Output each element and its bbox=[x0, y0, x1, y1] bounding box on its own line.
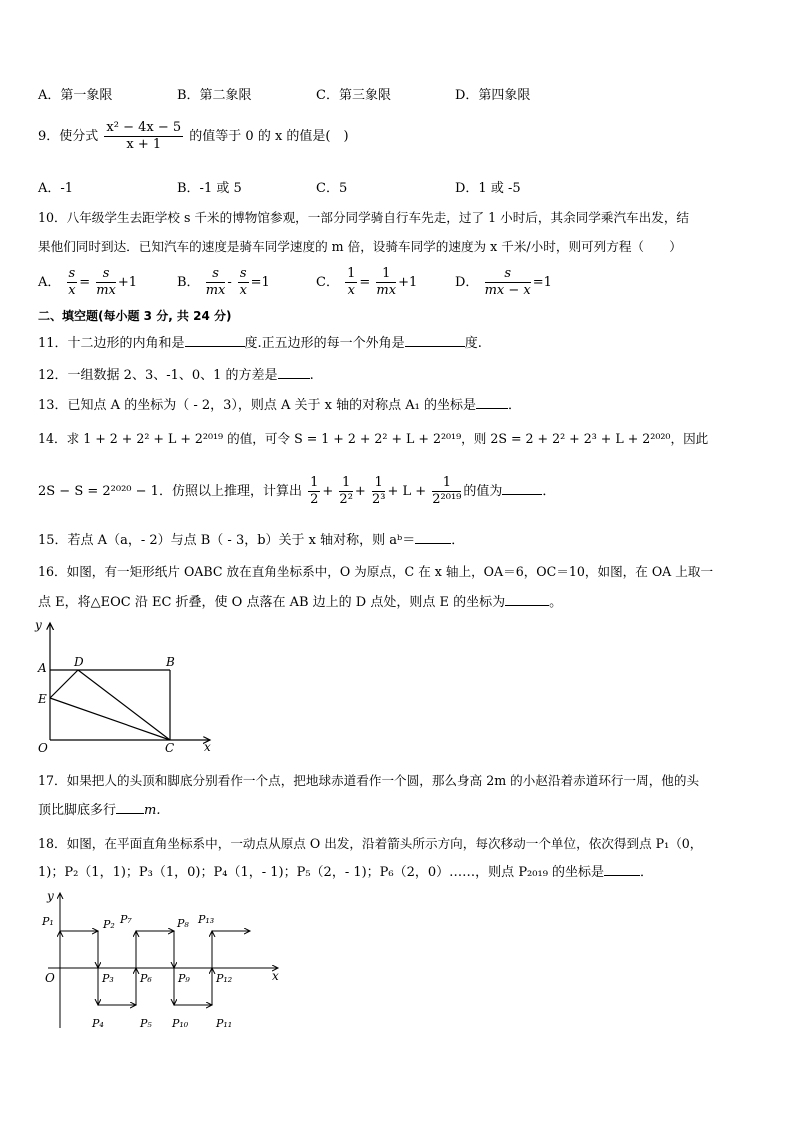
q18-point-label: P₂ bbox=[103, 918, 115, 931]
q13-text-a: 13．已知点 A 的坐标为（ - 2，3），则点 A 关于 x 轴的对称点 A₁ 的坐标是 bbox=[38, 398, 477, 413]
q14-text-a: 2S − S = 2²⁰²⁰ − 1．仿照以上推理，计算出 bbox=[38, 484, 302, 499]
q10d-num-1: s bbox=[485, 266, 531, 283]
question-15 bbox=[38, 531, 464, 550]
q10a-den-2: mx bbox=[96, 283, 116, 298]
q16-segment-EC bbox=[50, 698, 170, 740]
q10-line-2: 果他们同时到达．已知汽车的速度是骑车同学速度的 m 倍，设骑车同学的速度为 x 千米/小时，则可列方程（ ） bbox=[38, 239, 682, 254]
q11-blank-1[interactable] bbox=[185, 334, 245, 347]
q10d-tail: =1 bbox=[532, 275, 552, 290]
q18-point-label: P₁₀ bbox=[172, 1017, 189, 1030]
q14-frac4-num: 1 bbox=[432, 475, 461, 492]
q14-plus-2: + bbox=[354, 484, 366, 499]
q17-line-2 bbox=[38, 801, 160, 820]
q9-option-c: C．5 bbox=[316, 181, 348, 196]
q13-blank[interactable] bbox=[476, 396, 508, 409]
q8-option-c: C．第三象限 bbox=[316, 88, 391, 103]
q17-line-1: 17．如果把人的头顶和脚底分别看作一个点，把地球赤道看作一个圆，那么身高 2m 的小赵沿着赤道环行一周，他的头 bbox=[38, 773, 700, 788]
q16-label-B: B bbox=[166, 655, 175, 669]
q10d-den-1: mx − x bbox=[484, 283, 531, 298]
q18-point-label: P₄ bbox=[92, 1017, 104, 1030]
q16-label-E: E bbox=[38, 692, 47, 706]
q10a-tail: +1 bbox=[117, 275, 138, 290]
q18-point-label: P₁ bbox=[42, 915, 54, 928]
q10-option-b-label: B． bbox=[177, 275, 200, 290]
q18-line-2 bbox=[38, 863, 653, 882]
q18-blank[interactable] bbox=[604, 863, 640, 876]
q16-label-C: C bbox=[165, 741, 175, 755]
q16-figure bbox=[30, 615, 230, 755]
q14-frac3-den: 2³ bbox=[371, 492, 386, 507]
q14-frac2-den: 2² bbox=[339, 492, 353, 507]
section-2-heading: 二、填空题(每小题 3 分, 共 24 分) bbox=[38, 309, 232, 323]
q18-point-label: P₆ bbox=[140, 972, 152, 985]
q14-frac3-num: 1 bbox=[372, 475, 385, 492]
q10a-den-1: x bbox=[68, 283, 76, 298]
q14-frac2-num: 1 bbox=[339, 475, 352, 492]
q16-blank[interactable] bbox=[505, 593, 549, 606]
q10a-num-1: s bbox=[68, 266, 76, 281]
q16-line-1: 16．如图，有一矩形纸片 OABC 放在直角坐标系中，O 为原点，C 在 x 轴上，OA＝6，OC＝10，如图，在 OA 上取一 bbox=[38, 564, 714, 579]
q18-point-label: P₁₂ bbox=[216, 972, 233, 985]
q9-numerator: x² − 4x − 5 bbox=[106, 120, 182, 135]
q11-blank-2[interactable] bbox=[405, 334, 465, 347]
q14-plus-1: + bbox=[322, 484, 334, 499]
q12-blank[interactable] bbox=[278, 366, 310, 379]
q9-option-a: A．-1 bbox=[38, 181, 74, 196]
q17-text-a: 顶比脚底多行 bbox=[38, 803, 117, 818]
q9-suffix: 的值等于 0 的 x 的值是( ) bbox=[189, 129, 349, 144]
q14-frac1-den: 2 bbox=[310, 492, 319, 507]
q18-label-x: x bbox=[272, 969, 279, 983]
q9-prefix: 9．使分式 bbox=[38, 129, 99, 144]
q18-text-b: ． bbox=[640, 865, 654, 880]
q16-label-y: y bbox=[35, 618, 42, 632]
q8-option-d: D．第四象限 bbox=[455, 88, 531, 103]
q11-text-b: 度.正五边形的每一个外角是 bbox=[244, 336, 405, 351]
q10-line-1: 10．八年级学生去距学校 s 千米的博物馆参观，一部分同学骑自行车先走，过了 1 小时后，其余同学乘汽车出发，结 bbox=[38, 210, 690, 225]
q8-option-a: A．第一象限 bbox=[38, 88, 113, 103]
q16-segment-ED bbox=[50, 670, 78, 698]
q10-option-a: A． $\frac{s}{x}$ = $\frac{s}{mx}$ +1 bbox=[38, 266, 138, 298]
q18-point-label: P₈ bbox=[177, 917, 189, 930]
q12-text-a: 12．一组数据 2、3、-1、0、1 的方差是 bbox=[38, 368, 278, 383]
q10c-tail: +1 bbox=[398, 275, 418, 290]
q17-blank[interactable] bbox=[116, 801, 144, 814]
q11-text-a: 11．十二边形的内角和是 bbox=[38, 336, 185, 351]
q16-label-D: D bbox=[74, 655, 84, 669]
q10-option-d bbox=[455, 266, 552, 299]
q13-text-b: ． bbox=[508, 398, 522, 413]
q14-text-b: 的值为 bbox=[463, 484, 503, 499]
q14-frac4-den: 2²⁰¹⁹ bbox=[432, 492, 462, 507]
q14-blank[interactable] bbox=[502, 482, 542, 495]
question-9 bbox=[38, 120, 349, 153]
q10c-num-2: 1 bbox=[376, 266, 396, 283]
q18-line-1: 18．如图，在平面直角坐标系中，一动点从原点 O 出发，沿着箭头所示方向，每次移动一个单位，依次得到点 P₁（0， bbox=[38, 836, 703, 851]
q14-line-1: 14．求 1 + 2 + 2² + L + 2²⁰¹⁹ 的值，可令 S = 1 + 2 + 2² + L + 2²⁰¹⁹，则 2S = 2 + 2² + 2³ + L + 2²⁰²⁰，因此 bbox=[38, 431, 709, 446]
q10b-den-2: x bbox=[239, 283, 247, 298]
q10c-den-1: x bbox=[347, 283, 355, 298]
q18-point-label: P₉ bbox=[178, 972, 190, 985]
q16-label-A: A bbox=[38, 661, 47, 675]
q16-label-O: O bbox=[38, 741, 48, 755]
q18-label-O: O bbox=[45, 971, 55, 985]
q10b-den-1: mx bbox=[205, 283, 226, 298]
q15-text-b: ． bbox=[451, 533, 465, 548]
q14-text-c: ． bbox=[542, 484, 556, 499]
question-11 bbox=[38, 334, 482, 353]
q10a-num-2: s bbox=[96, 266, 116, 283]
q18-point-label: P₃ bbox=[102, 972, 114, 985]
q10-option-c-label: C． bbox=[316, 275, 339, 290]
q18-point-label: P₅ bbox=[140, 1017, 152, 1030]
q15-text-a: 15．若点 A（a，- 2）与点 B（ - 3，b）关于 x 轴对称，则 aᵇ＝ bbox=[38, 533, 416, 548]
q15-blank[interactable] bbox=[415, 531, 451, 544]
q18-figure bbox=[38, 888, 288, 1033]
q18-point-label: P₇ bbox=[120, 913, 132, 926]
q10-option-b: B． $\frac{s}{mx}$ - $\frac{s}{x}$ =1 bbox=[177, 266, 270, 298]
q9-fraction bbox=[104, 120, 183, 153]
q9-denominator: x + 1 bbox=[126, 137, 162, 152]
q10-option-a-label: A． bbox=[38, 275, 61, 290]
q10b-num-1: s bbox=[206, 266, 226, 283]
q9-option-d: D．1 或 -5 bbox=[455, 181, 521, 196]
q16-text-b: 。 bbox=[549, 595, 563, 610]
q10c-den-2: mx bbox=[376, 283, 397, 298]
question-12 bbox=[38, 366, 314, 385]
q17-text-b: m. bbox=[144, 803, 161, 818]
q11-text-c: 度. bbox=[464, 336, 482, 351]
q10b-num-2: s bbox=[239, 266, 247, 281]
q16-text-a: 点 E，将△EOC 沿 EC 折叠，使 O 点落在 AB 边上的 D 点处，则点 E 的坐标为 bbox=[38, 595, 506, 610]
q8-option-b: B．第二象限 bbox=[177, 88, 252, 103]
q14-plus-ellipsis: + L + bbox=[387, 484, 427, 499]
q10-option-d-label: D． bbox=[455, 275, 479, 290]
q9-option-b: B．-1 或 5 bbox=[177, 181, 242, 196]
q18-point-label: P₁₁ bbox=[216, 1017, 233, 1030]
q14-frac1-num: 1 bbox=[310, 475, 319, 490]
q10b-tail: =1 bbox=[250, 275, 270, 290]
q18-point-label: P₁₃ bbox=[198, 913, 215, 926]
q14-line-2 bbox=[38, 475, 555, 508]
q10-option-c: C． $\frac{1}{x}$ = $\frac{1}{mx}$ +1 bbox=[316, 266, 418, 298]
q16-label-x: x bbox=[204, 740, 211, 754]
q12-text-b: . bbox=[309, 368, 314, 383]
q18-label-y: y bbox=[47, 889, 54, 903]
q16-line-2 bbox=[38, 593, 562, 612]
q16-segment-DC bbox=[78, 670, 170, 740]
q18-text-a: 1)；P₂（1，1)；P₃（1，0)；P₄（1，- 1)；P₅（2，- 1)；P₆（2，0）……，则点 P₂₀₁₉ 的坐标是 bbox=[38, 865, 605, 880]
question-13 bbox=[38, 396, 521, 415]
q10c-num-1: 1 bbox=[347, 266, 356, 281]
